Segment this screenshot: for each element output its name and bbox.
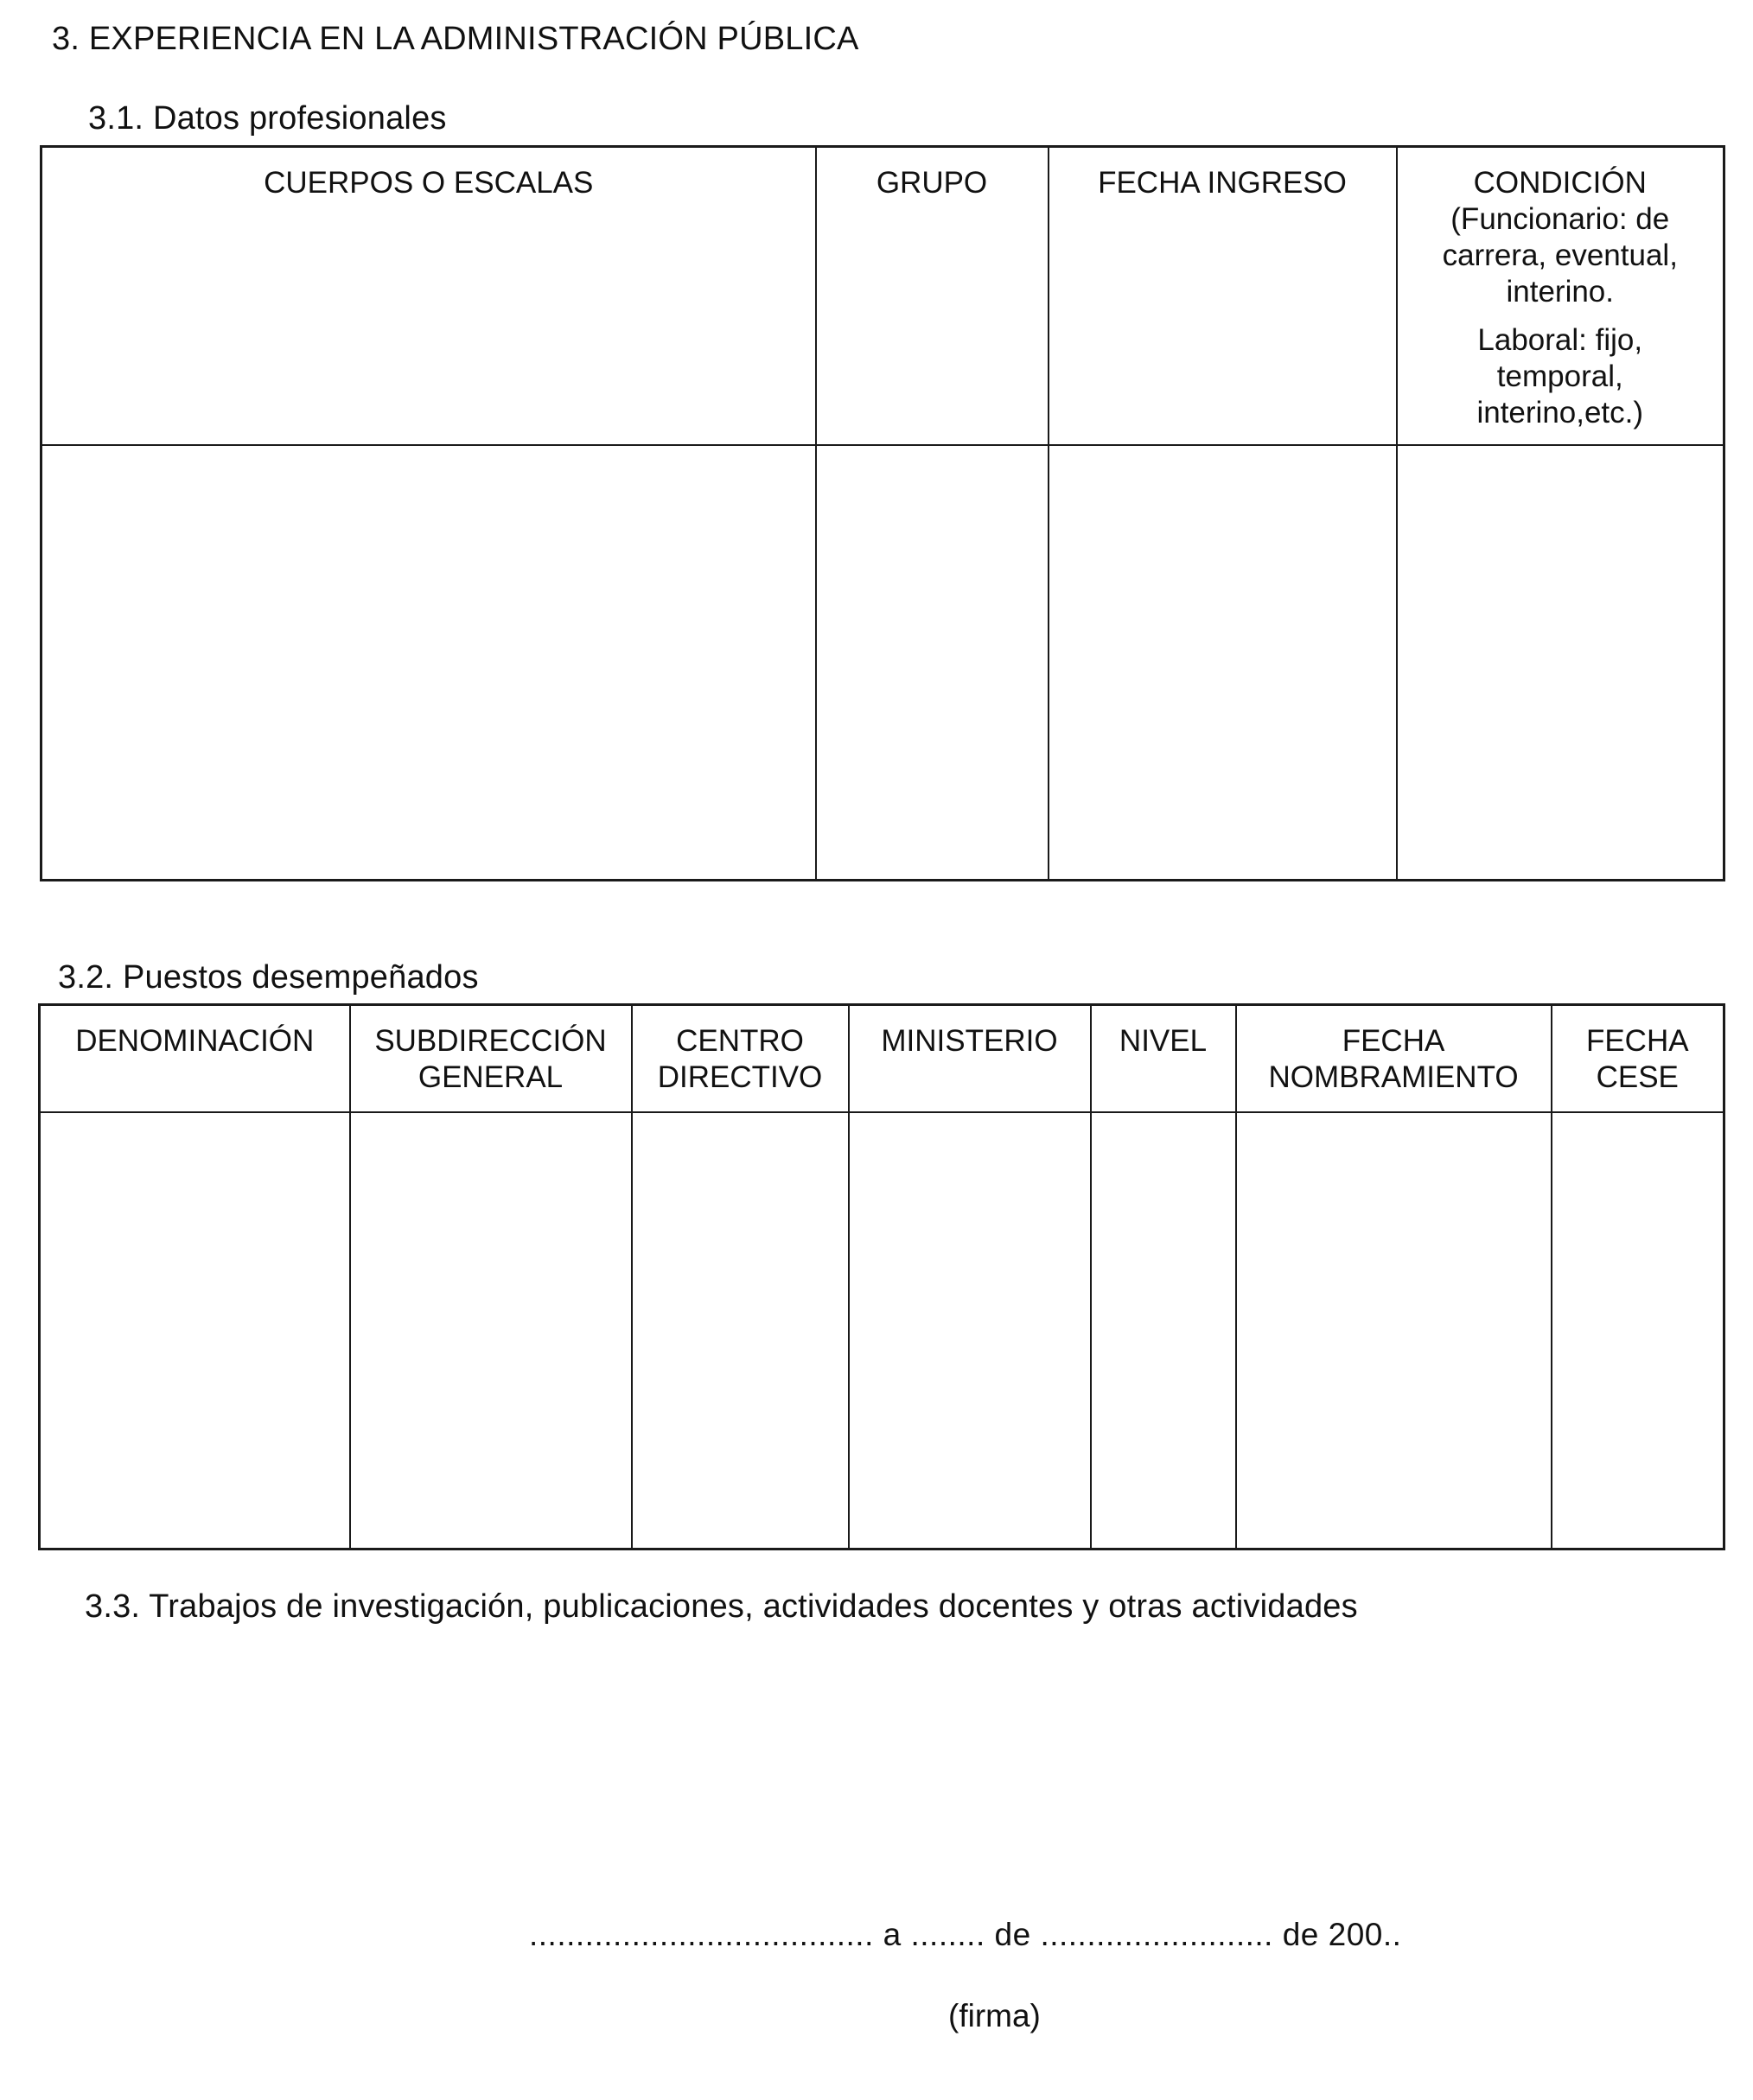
condicion-line-4: Laboral: fijo, bbox=[1477, 323, 1643, 357]
cuerpos-escalas-cell[interactable] bbox=[41, 445, 816, 881]
puestos-entry-row bbox=[40, 1112, 1724, 1550]
section-title: 3. EXPERIENCIA EN LA ADMINISTRACIÓN PÚBLICA bbox=[52, 21, 859, 57]
header-fecha-nombramiento bbox=[1236, 1005, 1552, 1112]
centro-line-2: DIRECTIVO bbox=[657, 1060, 823, 1094]
grupo-cell[interactable] bbox=[816, 445, 1049, 881]
centro-directivo-cell[interactable] bbox=[632, 1112, 849, 1550]
fecha-ingreso-cell[interactable] bbox=[1049, 445, 1397, 881]
condicion-title: CONDICIÓN bbox=[1473, 166, 1647, 200]
trabajos-title: 3.3. Trabajos de investigación, publicaciones, actividades docentes y otras actividades bbox=[85, 1588, 1358, 1625]
nivel-cell[interactable] bbox=[1091, 1112, 1236, 1550]
cese-line-2: CESE bbox=[1596, 1060, 1679, 1094]
fecha-cese-cell[interactable] bbox=[1552, 1112, 1724, 1550]
condicion-cell[interactable] bbox=[1397, 445, 1724, 881]
ministerio-cell[interactable] bbox=[849, 1112, 1091, 1550]
condicion-line-3: interino. bbox=[1506, 275, 1615, 309]
subdireccion-line-1: SUBDIRECCIÓN bbox=[374, 1024, 607, 1058]
subdireccion-cell[interactable] bbox=[350, 1112, 632, 1550]
subdireccion-line-2: GENERAL bbox=[418, 1060, 564, 1094]
place-date-line[interactable]: ..................................... a ........ de ......................... de 200.. bbox=[529, 1917, 1402, 1952]
header-ministerio: MINISTERIO bbox=[849, 1005, 1091, 1112]
denominacion-cell[interactable] bbox=[40, 1112, 350, 1550]
header-cuerpos-escalas: CUERPOS O ESCALAS bbox=[41, 147, 816, 445]
trabajos-text-area[interactable] bbox=[85, 1642, 1718, 1901]
header-subdireccion-general bbox=[350, 1005, 632, 1112]
datos-profesionales-entry-row bbox=[41, 445, 1724, 881]
condicion-line-5: temporal, bbox=[1496, 360, 1623, 393]
puestos-header-row bbox=[40, 1005, 1724, 1112]
firma-label: (firma) bbox=[948, 1998, 1041, 2033]
fecha-nombramiento-cell[interactable] bbox=[1236, 1112, 1552, 1550]
header-denominacion: DENOMINACIÓN bbox=[40, 1005, 350, 1112]
header-condicion bbox=[1397, 147, 1724, 445]
header-nivel: NIVEL bbox=[1091, 1005, 1236, 1112]
header-centro-directivo bbox=[632, 1005, 849, 1112]
datos-profesionales-header-row bbox=[41, 147, 1724, 445]
header-fecha-ingreso: FECHA INGRESO bbox=[1049, 147, 1397, 445]
datos-profesionales-title: 3.1. Datos profesionales bbox=[88, 100, 447, 137]
nombramiento-line-1: FECHA bbox=[1342, 1024, 1445, 1058]
datos-profesionales-table bbox=[40, 145, 1725, 881]
cese-line-1: FECHA bbox=[1585, 1024, 1689, 1058]
puestos-title: 3.2. Puestos desempeñados bbox=[58, 959, 479, 996]
condicion-line-1: (Funcionario: de bbox=[1450, 202, 1670, 236]
header-grupo: GRUPO bbox=[816, 147, 1049, 445]
centro-line-1: CENTRO bbox=[676, 1024, 804, 1058]
condicion-line-2: carrera, eventual, bbox=[1442, 239, 1678, 272]
nombramiento-line-2: NOMBRAMIENTO bbox=[1268, 1060, 1519, 1094]
header-fecha-cese bbox=[1552, 1005, 1724, 1112]
condicion-line-6: interino,etc.) bbox=[1476, 396, 1644, 430]
puestos-table bbox=[38, 1003, 1725, 1550]
